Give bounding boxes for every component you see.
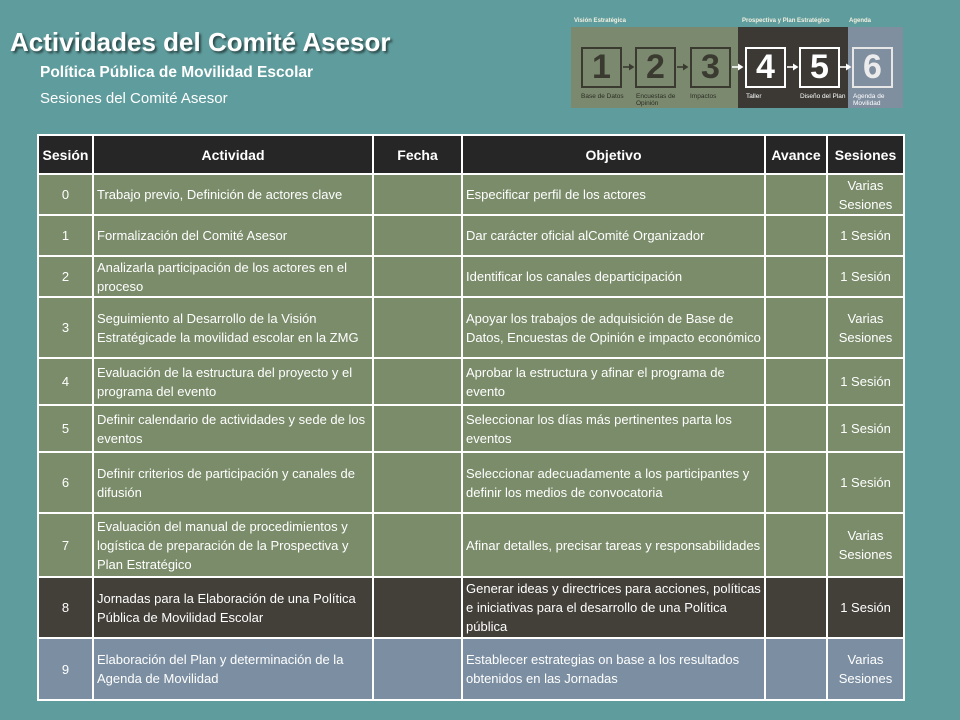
process-diagram <box>571 14 903 108</box>
step-2-label: Encuestas de Opinión <box>636 93 676 107</box>
table-row <box>38 256 904 297</box>
step-6-box: 6 <box>852 47 893 88</box>
arrow-right-icon <box>677 62 689 72</box>
phase-label-prospectiva: Prospectiva y Plan Estratégico <box>742 18 830 24</box>
table-header-row <box>38 135 904 174</box>
cell-fecha <box>373 358 462 405</box>
cell-objetivo: Dar carácter oficial alComité Organizador <box>462 215 765 256</box>
cell-sesion: 9 <box>38 638 93 700</box>
cell-sesion: 7 <box>38 513 93 577</box>
cell-sesiones: Varias Sesiones <box>827 297 904 358</box>
cell-avance <box>765 405 827 452</box>
cell-sesion: 0 <box>38 174 93 215</box>
cell-sesiones: Varias Sesiones <box>827 174 904 215</box>
step-4-box: 4 <box>745 47 786 88</box>
step-3-label: Impactos <box>690 93 717 100</box>
sessions-table <box>37 134 905 701</box>
arrow-right-icon <box>623 62 635 72</box>
cell-fecha <box>373 405 462 452</box>
cell-sesiones: Varias Sesiones <box>827 638 904 700</box>
phase-label-vision: Visión Estratégica <box>574 18 626 24</box>
header-sesiones: Sesiones <box>827 135 904 174</box>
cell-actividad: Trabajo previo, Definición de actores clave <box>93 174 373 215</box>
cell-sesiones: 1 Sesión <box>827 452 904 513</box>
cell-sesion: 1 <box>38 215 93 256</box>
cell-sesion: 3 <box>38 297 93 358</box>
cell-objetivo: Seleccionar los días más pertinentes parta los eventos <box>462 405 765 452</box>
table-row <box>38 405 904 452</box>
step-1-label: Base de Datos <box>581 93 624 100</box>
cell-sesiones: 1 Sesión <box>827 358 904 405</box>
cell-fecha <box>373 174 462 215</box>
arrow-right-icon <box>840 62 852 72</box>
cell-avance <box>765 256 827 297</box>
cell-sesiones: 1 Sesión <box>827 405 904 452</box>
step-3-box: 3 <box>690 47 731 88</box>
arrow-right-icon <box>732 62 744 72</box>
cell-sesiones: Varias Sesiones <box>827 513 904 577</box>
cell-objetivo: Seleccionar adecuadamente a los participantes y definir los medios de convocatoria <box>462 452 765 513</box>
table-row <box>38 513 904 577</box>
header-sesion: Sesión <box>38 135 93 174</box>
cell-sesion: 4 <box>38 358 93 405</box>
step-2-box: 2 <box>635 47 676 88</box>
cell-actividad: Definir calendario de actividades y sede de los eventos <box>93 405 373 452</box>
cell-avance <box>765 638 827 700</box>
section-heading: Sesiones del Comité Asesor <box>40 90 228 107</box>
header-fecha: Fecha <box>373 135 462 174</box>
table-row <box>38 215 904 256</box>
slide-title: Actividades del Comité Asesor <box>10 27 391 57</box>
cell-objetivo: Especificar perfil de los actores <box>462 174 765 215</box>
cell-fecha <box>373 215 462 256</box>
table-row <box>38 452 904 513</box>
phase-label-agenda: Agenda <box>849 18 872 24</box>
cell-fecha <box>373 577 462 638</box>
cell-objetivo: Aprobar la estructura y afinar el programa de evento <box>462 358 765 405</box>
cell-sesiones: 1 Sesión <box>827 215 904 256</box>
header-actividad: Actividad <box>93 135 373 174</box>
cell-sesiones: 1 Sesión <box>827 577 904 638</box>
cell-actividad: Evaluación del manual de procedimientos y logística de preparación de la Prospectiva y Plan Estratégico <box>93 513 373 577</box>
cell-avance <box>765 513 827 577</box>
arrow-right-icon <box>787 62 799 72</box>
cell-objetivo: Generar ideas y directrices para acciones, políticas e iniciativas para el desarrollo de una Política pública <box>462 577 765 638</box>
header-avance: Avance <box>765 135 827 174</box>
cell-actividad: Analizarla participación de los actores en el proceso <box>93 256 373 297</box>
cell-fecha <box>373 256 462 297</box>
table-row <box>38 638 904 700</box>
cell-avance <box>765 577 827 638</box>
cell-avance <box>765 215 827 256</box>
step-5-box: 5 <box>799 47 840 88</box>
cell-avance <box>765 452 827 513</box>
cell-fecha <box>373 297 462 358</box>
step-5-label: Diseño del Plan <box>800 93 846 100</box>
cell-sesiones: 1 Sesión <box>827 256 904 297</box>
cell-actividad: Definir criterios de participación y canales de difusión <box>93 452 373 513</box>
cell-actividad: Seguimiento al Desarrollo de la Visión Estratégicade la movilidad escolar en la ZMG <box>93 297 373 358</box>
cell-avance <box>765 174 827 215</box>
cell-fecha <box>373 513 462 577</box>
cell-actividad: Jornadas para la Elaboración de una Política Pública de Movilidad Escolar <box>93 577 373 638</box>
step-4-label: Taller <box>746 93 762 100</box>
cell-actividad: Evaluación de la estructura del proyecto y el programa del evento <box>93 358 373 405</box>
cell-actividad: Formalización del Comité Asesor <box>93 215 373 256</box>
cell-sesion: 6 <box>38 452 93 513</box>
table-row <box>38 358 904 405</box>
cell-avance <box>765 358 827 405</box>
table-row <box>38 297 904 358</box>
cell-avance <box>765 297 827 358</box>
step-6-label: Agenda de Movilidad <box>853 93 885 107</box>
cell-fecha <box>373 638 462 700</box>
cell-objetivo: Establecer estrategias on base a los resultados obtenidos en las Jornadas <box>462 638 765 700</box>
cell-actividad: Elaboración del Plan y determinación de la Agenda de Movilidad <box>93 638 373 700</box>
cell-objetivo: Apoyar los trabajos de adquisición de Base de Datos, Encuestas de Opinión e impacto económico <box>462 297 765 358</box>
slide-subtitle: Política Pública de Movilidad Escolar <box>40 64 314 81</box>
header-objetivo: Objetivo <box>462 135 765 174</box>
cell-objetivo: Afinar detalles, precisar tareas y responsabilidades <box>462 513 765 577</box>
cell-objetivo: Identificar los canales departicipación <box>462 256 765 297</box>
cell-sesion: 2 <box>38 256 93 297</box>
step-1-box: 1 <box>581 47 622 88</box>
table-row <box>38 174 904 215</box>
cell-fecha <box>373 452 462 513</box>
cell-sesion: 5 <box>38 405 93 452</box>
cell-sesion: 8 <box>38 577 93 638</box>
table-row <box>38 577 904 638</box>
